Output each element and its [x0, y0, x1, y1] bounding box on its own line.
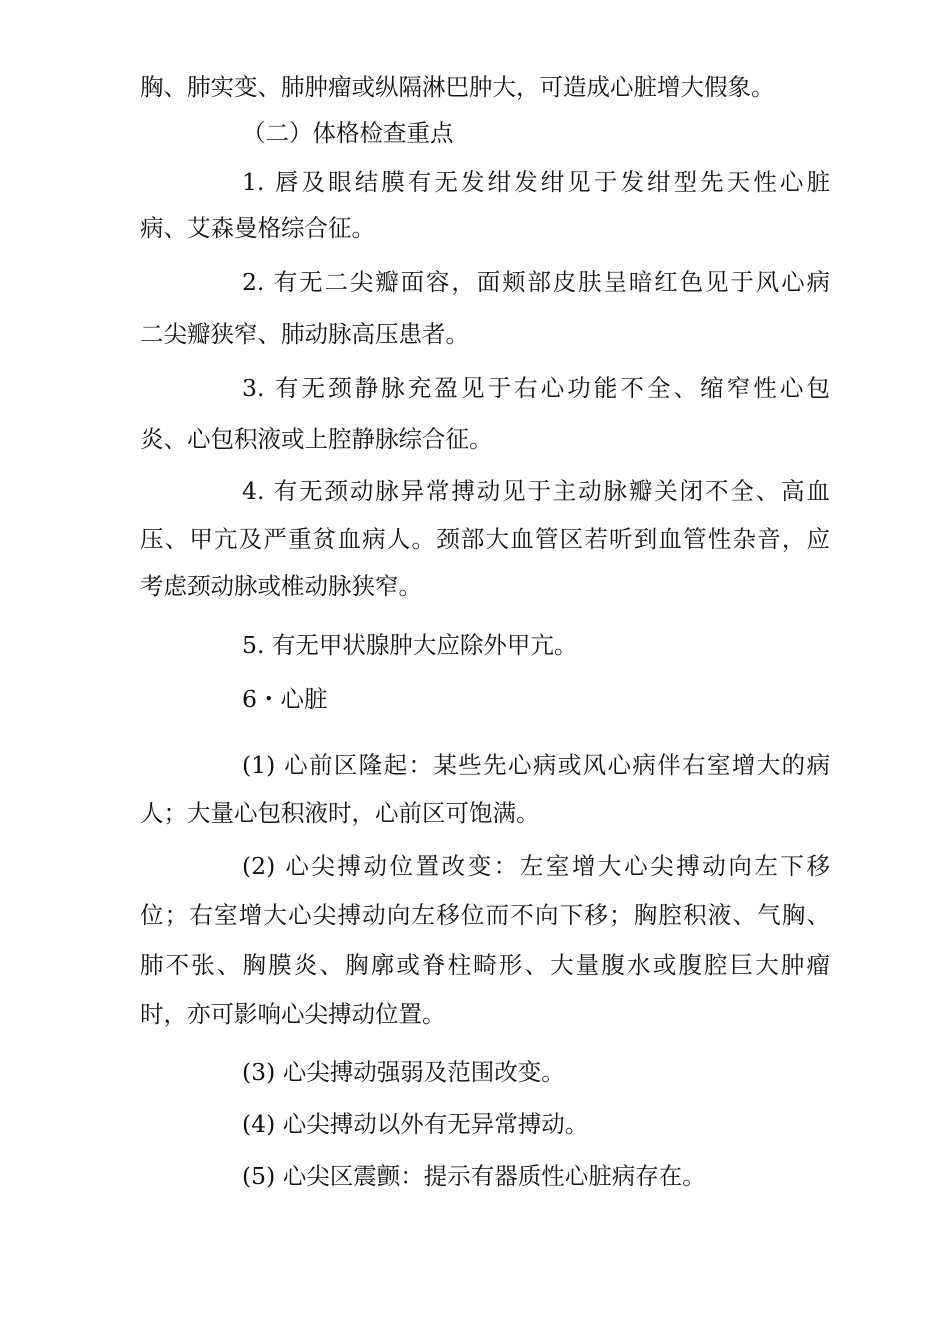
- text-line: (5) 心尖区震颤：提示有器质性心脏病存在。: [242, 1162, 706, 1190]
- text-line: 肺不张、胸膜炎、胸廓或脊柱畸形、大量腹水或腹腔巨大肿瘤: [140, 951, 830, 979]
- text-line: 4. 有无颈动脉异常搏动见于主动脉瓣关闭不全、高血: [242, 477, 830, 505]
- text-line: 胸、肺实变、肺肿瘤或纵隔淋巴肿大，可造成心脏增大假象。: [140, 73, 775, 101]
- text-line: (4) 心尖搏动以外有无异常搏动。: [242, 1110, 589, 1138]
- text-line: (3) 心尖搏动强弱及范围改变。: [242, 1058, 565, 1086]
- text-line: 1. 唇及眼结膜有无发绀发绀见于发绀型先天性心脏: [242, 168, 830, 196]
- text-line: 2. 有无二尖瓣面容，面颊部皮肤呈暗红色见于风心病: [242, 268, 830, 296]
- text-line: (2) 心尖搏动位置改变：左室增大心尖搏动向左下移: [242, 852, 830, 880]
- text-line: 时，亦可影响心尖搏动位置。: [140, 1000, 446, 1028]
- section-heading: 6・心脏: [242, 685, 328, 713]
- text-line: 位；右室增大心尖搏动向左移位而不向下移；胸腔积液、气胸、: [140, 901, 830, 929]
- text-line: 5. 有无甲状腺肿大应除外甲亢。: [242, 631, 578, 659]
- text-line: 3. 有无颈静脉充盈见于右心功能不全、缩窄性心包: [242, 374, 830, 402]
- text-line: 人；大量心包积液时，心前区可饱满。: [140, 799, 540, 827]
- text-line: 考虑颈动脉或椎动脉狭窄。: [140, 572, 422, 600]
- text-line: 病、艾森曼格综合征。: [140, 214, 375, 242]
- text-line: 炎、心包积液或上腔静脉综合征。: [140, 425, 493, 453]
- section-heading: （二）体格检查重点: [242, 119, 454, 147]
- text-line: 压、甲亢及严重贫血病人。颈部大血管区若听到血管性杂音，应: [140, 525, 830, 553]
- text-line: (1) 心前区隆起：某些先心病或风心病伴右室增大的病: [242, 751, 830, 779]
- text-line: 二尖瓣狭窄、肺动脉高压患者。: [140, 320, 469, 348]
